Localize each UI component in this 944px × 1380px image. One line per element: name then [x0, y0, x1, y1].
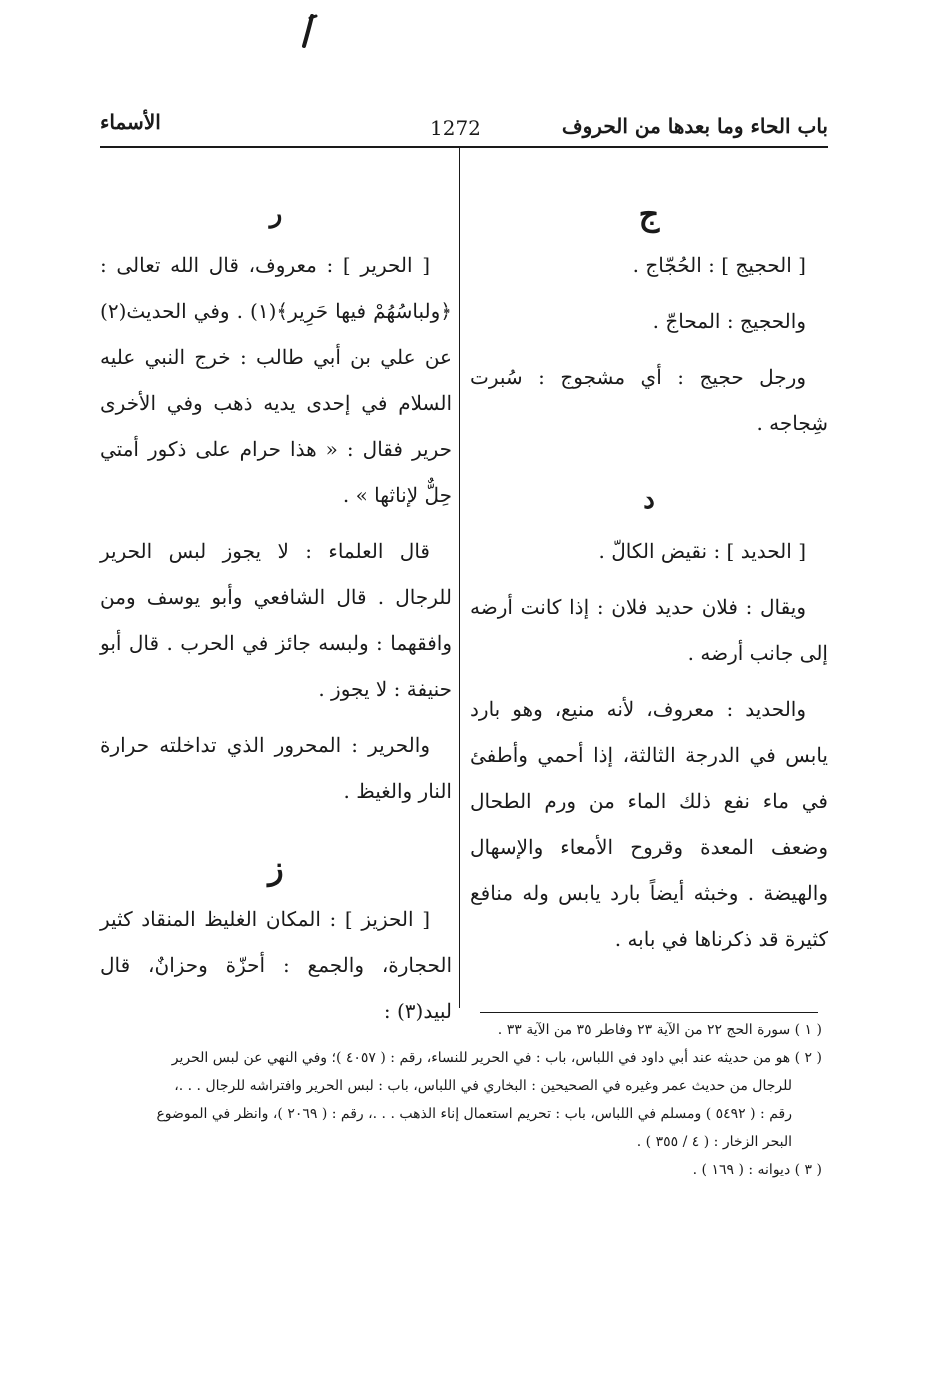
entry-hadid: [ الحديد ] : نقيض الكالّ . [598, 539, 806, 563]
letter-heading-zay: ز [268, 849, 284, 887]
entry-harir-2: قال العلماء : لا يجوز لبس الحرير للرجال . قال الشافعي وأبو يوسف ومن وافقهما : ولبسه جائز في الحرب . قال أبو حنيفة : لا يجوز . [100, 539, 452, 701]
letter-heading-dal: د [643, 485, 655, 515]
footnote-rule [480, 1012, 818, 1013]
entry-hadid-2: ويقال : فلان حديد فلان : إذا كانت أرضه إلى جانب أرضه . [470, 595, 828, 665]
page-header [100, 110, 828, 148]
page-number: 1272 [430, 116, 481, 140]
footnote-2-cont: رقم : ( ٥٤٩٢ ) ومسلم في اللباس، باب : تحريم استعمال إناء الذهب . . .، رقم : ( ٢٠٦٩ )، وانظر في الموضوع [156, 1106, 792, 1122]
entry-hajij-2: والحجيج : المحاجّ . [652, 309, 806, 333]
entry-harir: [ الحرير ] : معروف، قال الله تعالى : ﴿ولباسُهُمْ فيها حَرِير﴾(١) . وفي الحديث(٢) عن علي بن أبي طالب : خرج النبي عليه السلام في إحدى يديه ذهب وفي الأخرى حرير فقال : « هذا حرام على ذكور أمتي حِلٌّ لإناثها » . [100, 253, 453, 507]
entry-hajij-3: ورجل حجيج : أي مشجوج : سُبرت شِجاجه . [470, 365, 828, 435]
right-column [470, 190, 828, 972]
left-column [100, 190, 452, 1044]
entry-hajij: [ الحجيج ] : الحُجّاج . [632, 253, 806, 277]
chapter-title: باب الحاء وما بعدها من الحروف [561, 114, 828, 138]
footnote-2-cont: البحر الزخار : ( ٤ / ٣٥٥ ) . [636, 1134, 792, 1150]
entry-harir-3: والحرير : المحرور الذي تداخلته حرارة النار والغيظ . [100, 733, 452, 803]
letter-heading-jim: ج [638, 195, 660, 233]
letter-heading-ra: ر [269, 199, 283, 229]
footnote-2-cont: للرجال من حديث عمر وغيره في الصحيحين : البخاري في اللباس، باب : لبس الحرير وافتراشه للرجال . . .، [174, 1078, 792, 1094]
footnote-2: ( ٢ ) هو من حديثه عند أبي داود في اللباس، باب : في الحرير للنساء، رقم : ( ٤٠٥٧ )؛ وفي النهي عن لبس الحرير [171, 1050, 822, 1066]
entry-haziz: [ الحزيز ] : المكان الغليظ المنقاد كثير الحجارة، والجمع : أحزّة وحزانٌ، قال لبيد(٣) : [100, 907, 452, 1023]
column-divider [459, 148, 460, 1008]
footnote-1: ( ١ ) سورة الحج ٢٢ من الآية ٢٣ وفاطر ٣٥ من الآية ٣٣ . [497, 1022, 822, 1038]
entry-hadid-3: والحديد : معروف، لأنه منيع، وهو بارد يابس في الدرجة الثالثة، إذا أحمي وأطفئ في ماء نفع ذلك الماء من ورم الطحال وضعف المعدة وقروح الأمعاء والإسهال والهيضة . وخبثه أيضاً بارد يابس وله منافع كثيرة قد ذكرناها في بابه . [470, 697, 828, 951]
footnotes [100, 1016, 822, 1184]
section-title: الأسماء [100, 110, 161, 134]
footnote-3: ( ٣ ) ديوانه : ( ١٦٩ ) . [692, 1162, 822, 1178]
handwritten-mark [296, 14, 320, 50]
